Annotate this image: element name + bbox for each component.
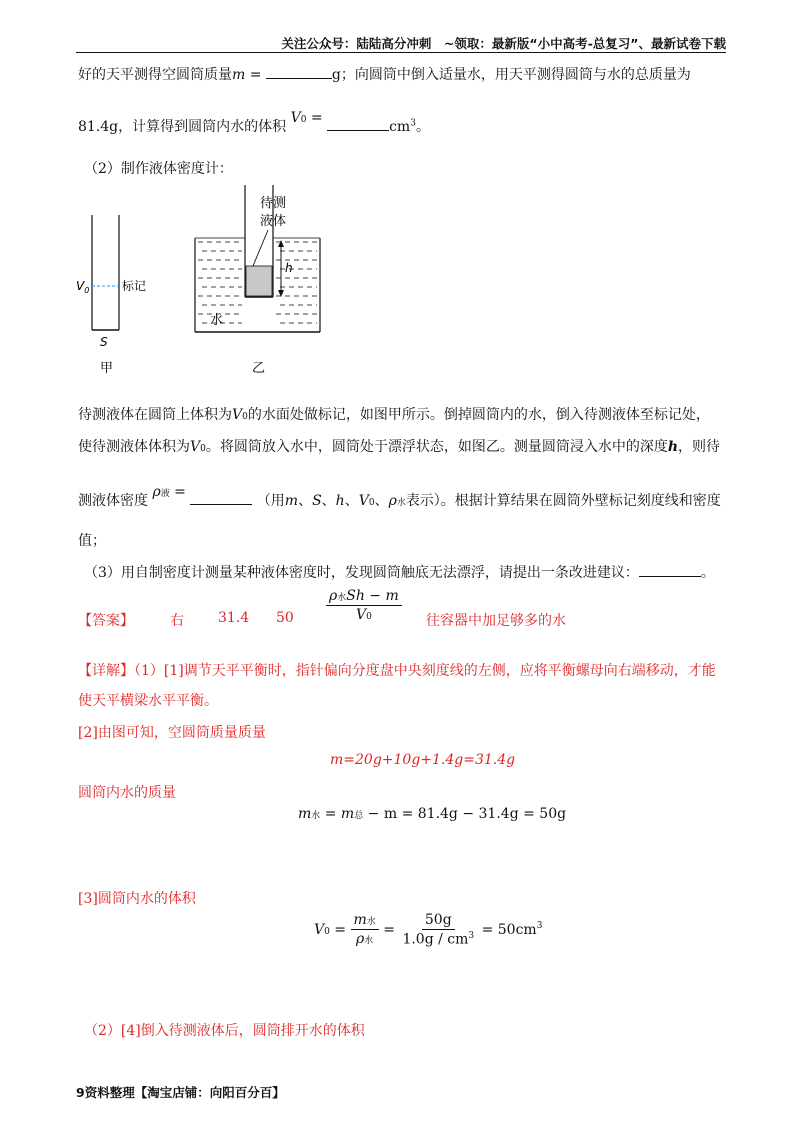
text: 的水面处做标记，如图甲所示。倒掉圆筒内的水，倒入待测液体至标记处， <box>247 407 710 423</box>
sub: 水 <box>396 498 406 508</box>
mark-label: 标记 <box>122 279 147 293</box>
eq: = <box>245 67 266 83</box>
var-rho-water: ρ <box>388 493 397 509</box>
text: 。将圆筒放入水中，圆筒处于漂浮状态，如图乙。测量圆筒浸入水中的深度 <box>205 439 668 455</box>
var-m: m <box>232 67 246 83</box>
den: V <box>355 607 367 623</box>
sub: 水 <box>311 811 321 821</box>
sub: 液 <box>160 489 170 499</box>
sub: 0 <box>324 926 330 937</box>
sup: 3 <box>536 921 543 932</box>
sub: 水 <box>366 917 376 928</box>
m: m <box>353 912 367 929</box>
blank-density[interactable] <box>190 492 252 505</box>
sub: 0 <box>84 286 90 295</box>
equation-3 <box>314 912 542 948</box>
sub: 0 <box>242 412 248 422</box>
figure-jia <box>76 215 146 376</box>
page-footer <box>76 1083 285 1101</box>
var-v0: V <box>290 110 301 126</box>
eq: = <box>306 110 328 126</box>
header-rule <box>76 52 726 53</box>
para-line-4 <box>78 436 720 456</box>
para-line-6: 值； <box>78 533 106 549</box>
m: m <box>298 806 312 822</box>
answer-3: 50 <box>276 610 294 626</box>
detail-line-1: 【详解】（1）[1]调节天平平衡时，指针偏向分度盘中央刻度线的左侧，应将平衡螺母向右端移动，才能 <box>78 663 716 679</box>
eq: = <box>378 921 400 938</box>
text: （3）用自制密度计测量某种液体密度时，发现圆筒触底无法漂浮，请提出一条改进建议： <box>84 565 639 581</box>
mid: = m <box>320 806 355 822</box>
text: g；向圆筒中倒入适量水，用天平测得圆筒与水的总质量为 <box>331 67 691 83</box>
footer-text: 资料整理【淘宝店铺：向阳百分百】 <box>84 1085 285 1100</box>
var-v: V <box>358 493 369 509</box>
text: ，则待 <box>678 439 721 455</box>
question-line-1 <box>78 64 691 84</box>
blank-volume[interactable] <box>327 118 389 131</box>
figure-yi <box>195 185 320 376</box>
rho: ρ <box>329 588 338 604</box>
sub: 0 <box>368 498 375 508</box>
text: 81.4g，计算得到圆筒内水的体积 <box>78 119 287 135</box>
var-m: m <box>284 493 299 509</box>
sub: 0 <box>200 444 206 454</box>
sub: 0 <box>366 612 372 622</box>
blank-mass[interactable] <box>266 66 332 79</box>
sup: 3 <box>410 118 416 129</box>
blank-suggestion[interactable] <box>639 564 701 577</box>
answer-4-formula <box>326 588 402 623</box>
sub: 0 <box>300 115 307 125</box>
sub: 水 <box>337 593 347 603</box>
section-2-title: （2）制作液体密度计： <box>84 161 233 177</box>
var-v0: V <box>190 439 201 455</box>
text: 。 <box>700 565 715 581</box>
svg-text:V0 <box>76 279 89 295</box>
sup: 3 <box>468 931 475 941</box>
text: cm <box>389 119 411 135</box>
eq: = <box>329 921 351 938</box>
detail-line-3: [2]由图可知，空圆筒质量质量 <box>78 725 266 741</box>
sub: 总 <box>354 811 364 821</box>
detail-line-6: （2）[4]倒入待测液体后，圆筒排开水的体积 <box>84 1023 365 1039</box>
caption-yi: 乙 <box>252 361 266 376</box>
text: 测液体密度 <box>78 493 148 509</box>
para-line-3 <box>78 404 710 424</box>
v: V <box>314 921 325 938</box>
var-h: h <box>335 493 345 509</box>
var-s: S <box>312 493 322 509</box>
v0-label: V <box>76 279 85 293</box>
eq: = <box>169 484 191 500</box>
text: 待测液体在圆筒上体积为 <box>78 407 232 423</box>
answer-label: 【答案】 <box>78 613 134 629</box>
detail-line-2: 使天平横梁水平平衡。 <box>78 693 218 709</box>
area-label: S <box>100 335 108 349</box>
den2: 1.0g / cm <box>402 931 469 948</box>
detail-line-5: [3]圆筒内水的体积 <box>78 891 196 907</box>
page-header: 关注公众号：陆陆高分冲刺 ~领取：最新版“小中高考-总复习”、最新试卷下载 <box>281 36 726 51</box>
h-label: h <box>285 261 293 275</box>
text: （用 <box>256 493 285 509</box>
var-rho: ρ <box>152 484 161 500</box>
sub: 水 <box>364 936 374 947</box>
test-liquid <box>246 266 272 296</box>
caption-jia: 甲 <box>100 361 114 376</box>
para-line-7 <box>84 562 715 582</box>
liquid-label-1: 待测 <box>260 196 287 211</box>
water-label: 水 <box>210 313 224 328</box>
question-line-2 <box>78 110 430 136</box>
var-v0: V <box>232 407 243 423</box>
detail-line-4: 圆筒内水的质量 <box>78 785 176 801</box>
answer-5: 往容器中加足够多的水 <box>426 613 566 629</box>
rho: ρ <box>356 931 365 948</box>
answer-2: 31.4 <box>218 610 250 626</box>
text: 使待测液体体积为 <box>78 439 190 455</box>
equation-1: m=20g+10g+1.4g=31.4g <box>330 752 516 768</box>
var-h: h <box>667 439 679 455</box>
page-number: 9 <box>76 1085 85 1100</box>
equation-2 <box>298 806 566 822</box>
num-rest: Sh − m <box>346 588 399 604</box>
rest: − m = 81.4g − 31.4g = 50g <box>363 806 567 822</box>
num2: 50g <box>422 912 455 930</box>
figures <box>70 180 370 380</box>
result: = 50cm <box>477 921 537 938</box>
text: 。 <box>415 119 430 135</box>
text: 好的天平测得空圆筒质量 <box>78 67 232 83</box>
text: 表示）。根据计算结果在圆筒外壁标记刻度线和密度 <box>405 493 721 509</box>
para-line-5: 测液体密度 ρ液 = （用m、S、h、V0、ρ水表示）。根据计算结果在圆筒外壁标记刻度线和密度 <box>78 484 721 509</box>
liquid-label-2: 液体 <box>260 214 287 229</box>
answer-1: 右 <box>170 613 184 629</box>
